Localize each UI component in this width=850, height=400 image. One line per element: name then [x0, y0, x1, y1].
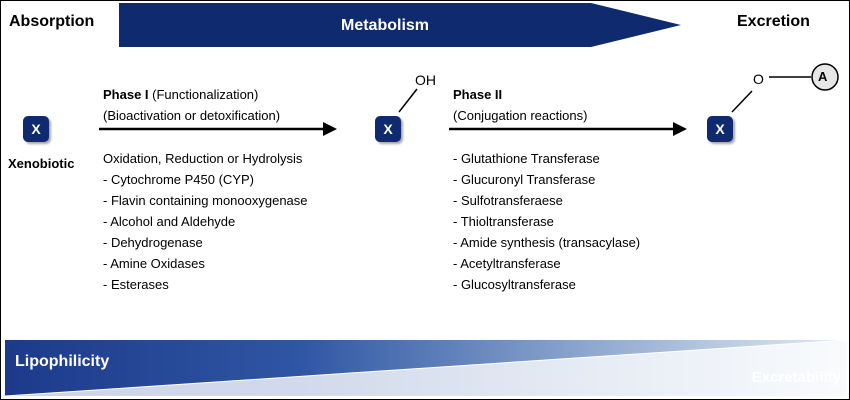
phase1-title: [103, 84, 258, 105]
phase1-title-rest: (Functionalization): [148, 87, 259, 102]
oh-bond: [399, 89, 417, 112]
conjugate-a-label: A: [818, 69, 828, 84]
list-item: - Dehydrogenase: [103, 235, 203, 250]
phase1-list-block: [103, 148, 308, 295]
list-item: - Flavin containing monooxygenase: [103, 193, 308, 208]
phase1-title-bold: Phase I: [103, 87, 149, 102]
xenobiotic-x-box: X: [23, 116, 49, 142]
absorption-header: Absorption: [9, 13, 95, 30]
list-item: - Sulfotransferaese: [453, 193, 563, 208]
excretability-label: Excretability: [751, 369, 841, 386]
list-item: - Acetyltransferase: [453, 256, 561, 271]
list-item: - Alcohol and Aldehyde: [103, 214, 236, 229]
phase1-enzyme-list: [103, 169, 308, 295]
phase1-list-heading: Oxidation, Reduction or Hydrolysis: [103, 151, 303, 166]
phase2-subtitle: (Conjugation reactions): [453, 108, 588, 123]
hydroxylated-x-box: X: [375, 116, 401, 142]
list-item: - Glucuronyl Transferase: [453, 172, 596, 187]
excretion-header: Excretion: [737, 13, 810, 30]
oh-group-label: OH: [415, 72, 436, 88]
metabolism-header: Metabolism: [341, 17, 430, 34]
o-bond: [732, 91, 752, 112]
list-item: - Glucosyltransferase: [453, 277, 576, 292]
phase2-title: Phase II: [453, 87, 503, 102]
list-item: - Amide synthesis (transacylase): [453, 235, 641, 250]
list-item: - Esterases: [103, 277, 169, 292]
lipophilicity-label: Lipophilicity: [15, 353, 110, 370]
oxygen-label: O: [753, 71, 764, 87]
list-item: - Amine Oxidases: [103, 256, 205, 271]
xenobiotic-label: Xenobiotic: [8, 156, 75, 171]
conjugated-x-box: X: [707, 116, 733, 142]
list-item: - Thioltransferase: [453, 214, 554, 229]
list-item: - Glutathione Transferase: [453, 151, 600, 166]
list-item: - Cytochrome P450 (CYP): [103, 172, 254, 187]
phase1-subtitle: (Bioactivation or detoxification): [103, 108, 281, 123]
phase2-enzyme-list: [453, 148, 640, 295]
